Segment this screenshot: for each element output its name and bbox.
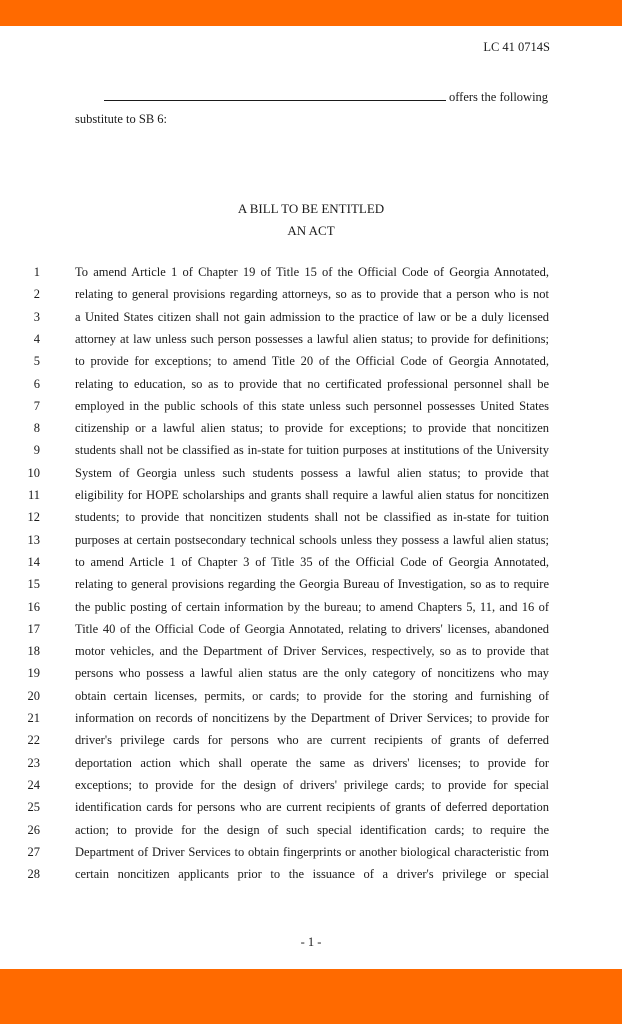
bill-line [0, 287, 622, 309]
line-number: 4 [33, 331, 40, 346]
bottom-frame-bar [0, 969, 622, 1024]
line-number: 23 [27, 755, 40, 770]
line-number: 7 [33, 398, 40, 413]
bill-line [0, 443, 622, 465]
act-heading: AN ACT [287, 223, 335, 238]
bill-line [0, 867, 622, 889]
line-text: employed in the public schools of this state unless such personnel possesses United States [75, 398, 549, 413]
line-text: relating to education, so as to provide that no certificated professional personnel shall be [75, 376, 549, 391]
bill-line [0, 421, 622, 443]
bill-line [0, 711, 622, 733]
bill-line [0, 354, 622, 376]
line-text: eligibility for HOPE scholarships and grants shall require a lawful alien status for noncitizen [75, 488, 549, 502]
line-text: deportation action which shall operate the same as drivers' licenses; to provide for [75, 755, 549, 770]
line-number: 10 [27, 465, 40, 480]
line-number: 3 [33, 309, 40, 324]
line-number: 16 [27, 599, 40, 614]
bill-line [0, 399, 622, 421]
bill-line [0, 555, 622, 577]
bill-line [0, 733, 622, 755]
line-text: Title 40 of the Official Code of Georgia Annotated, relating to drivers' licenses, abandoned [75, 621, 549, 636]
line-text: driver's privilege cards for persons who are current recipients of grants of deferred [75, 733, 549, 748]
offers-text: offers the following [449, 90, 549, 104]
line-number: 6 [33, 376, 40, 391]
line-text: students shall not be classified as in-state for tuition purposes at institutions of the University [75, 443, 549, 458]
line-number: 28 [27, 867, 40, 882]
signature-blank-line [104, 88, 446, 101]
bill-line [0, 756, 622, 778]
line-text: the public posting of certain information by the bureau; to amend Chapters 5, 11, and 16 of [75, 599, 549, 614]
lc-code: LC 41 0714S [483, 40, 550, 54]
line-text: to amend Article 1 of Chapter 3 of Title 35 of the Official Code of Georgia Annotated, [75, 554, 549, 569]
line-number: 25 [27, 800, 40, 815]
line-number: 12 [27, 510, 40, 525]
line-text: persons who possess a lawful alien status are the only category of noncitizens who may [75, 666, 549, 681]
line-number: 5 [33, 354, 40, 369]
top-frame-bar [0, 0, 622, 26]
bill-line [0, 510, 622, 532]
line-text: To amend Article 1 of Chapter 19 of Title 15 of the Official Code of Georgia Annotated, [75, 265, 549, 279]
line-number: 20 [27, 688, 40, 703]
line-number: 11 [27, 488, 40, 502]
line-text: motor vehicles, and the Department of Driver Services, respectively, so as to provide that [75, 644, 549, 659]
line-number: 8 [33, 421, 40, 436]
bill-line [0, 265, 622, 287]
line-number: 21 [27, 711, 40, 725]
line-number: 15 [27, 577, 40, 592]
line-number: 17 [27, 621, 40, 636]
bill-line [0, 577, 622, 599]
bill-line [0, 644, 622, 666]
bill-line [0, 600, 622, 622]
bill-line [0, 466, 622, 488]
line-text: exceptions; to provide for the design of drivers' privilege cards; to provide for special [75, 777, 549, 792]
line-text: relating to general provisions regarding attorneys, so as to provide that a person who is not [75, 287, 549, 302]
line-number: 1 [33, 265, 40, 279]
line-text: certain noncitizen applicants prior to the issuance of a driver's privilege or special [75, 867, 549, 882]
bill-line [0, 377, 622, 399]
bill-line [0, 488, 622, 510]
bill-line [0, 778, 622, 800]
bill-line [0, 845, 622, 867]
line-text: citizenship or a lawful alien status; to provide for exceptions; to provide that noncitizen [75, 421, 549, 436]
bill-line [0, 622, 622, 644]
line-number: 24 [27, 777, 40, 792]
line-number: 9 [33, 443, 40, 458]
substitute-text: substitute to SB 6: [75, 112, 168, 126]
line-number: 13 [27, 532, 40, 547]
line-text: purposes at certain postsecondary technical schools unless they possess a lawful alien status; [75, 532, 549, 547]
bill-line [0, 332, 622, 354]
line-text: to provide for exceptions; to amend Title 20 of the Official Code of Georgia Annotated, [75, 354, 549, 369]
bill-line [0, 533, 622, 555]
line-number: 2 [33, 287, 40, 302]
line-text: attorney at law unless such person possesses a lawful alien status; to provide for definitions; [75, 331, 549, 346]
line-text: relating to general provisions regarding the Georgia Bureau of Investigation, so as to require [75, 577, 549, 592]
line-number: 27 [27, 844, 40, 859]
line-number: 18 [27, 644, 40, 659]
offer-row [104, 88, 551, 105]
bill-line [0, 689, 622, 711]
line-number: 26 [27, 822, 40, 837]
bill-heading: A BILL TO BE ENTITLED [237, 201, 385, 216]
line-text: obtain certain licenses, permits, or cards; to provide for the storing and furnishing of [75, 688, 549, 703]
line-number: 14 [27, 554, 40, 569]
document-page [0, 26, 622, 969]
bill-line [0, 310, 622, 332]
line-text: System of Georgia unless such students possess a lawful alien status; to provide that [75, 465, 549, 480]
line-text: a United States citizen shall not gain admission to the practice of law or be a duly licensed [75, 309, 549, 324]
line-number: 22 [27, 733, 40, 748]
line-text: action; to provide for the design of such special identification cards; to require the [75, 822, 549, 837]
bill-line [0, 800, 622, 822]
line-text: information on records of noncitizens by the Department of Driver Services; to provide for [75, 711, 549, 725]
bill-line [0, 666, 622, 688]
line-text: identification cards for persons who are current recipients of grants of deferred deportation [75, 800, 549, 815]
line-text: Department of Driver Services to obtain fingerprints or another biological characteristic from [75, 844, 549, 859]
line-text: students; to provide that noncitizen students shall not be classified as in-state for tuition [75, 510, 549, 525]
line-number: 19 [27, 666, 40, 681]
page-number: - 1 - [300, 935, 322, 949]
bill-line [0, 823, 622, 845]
